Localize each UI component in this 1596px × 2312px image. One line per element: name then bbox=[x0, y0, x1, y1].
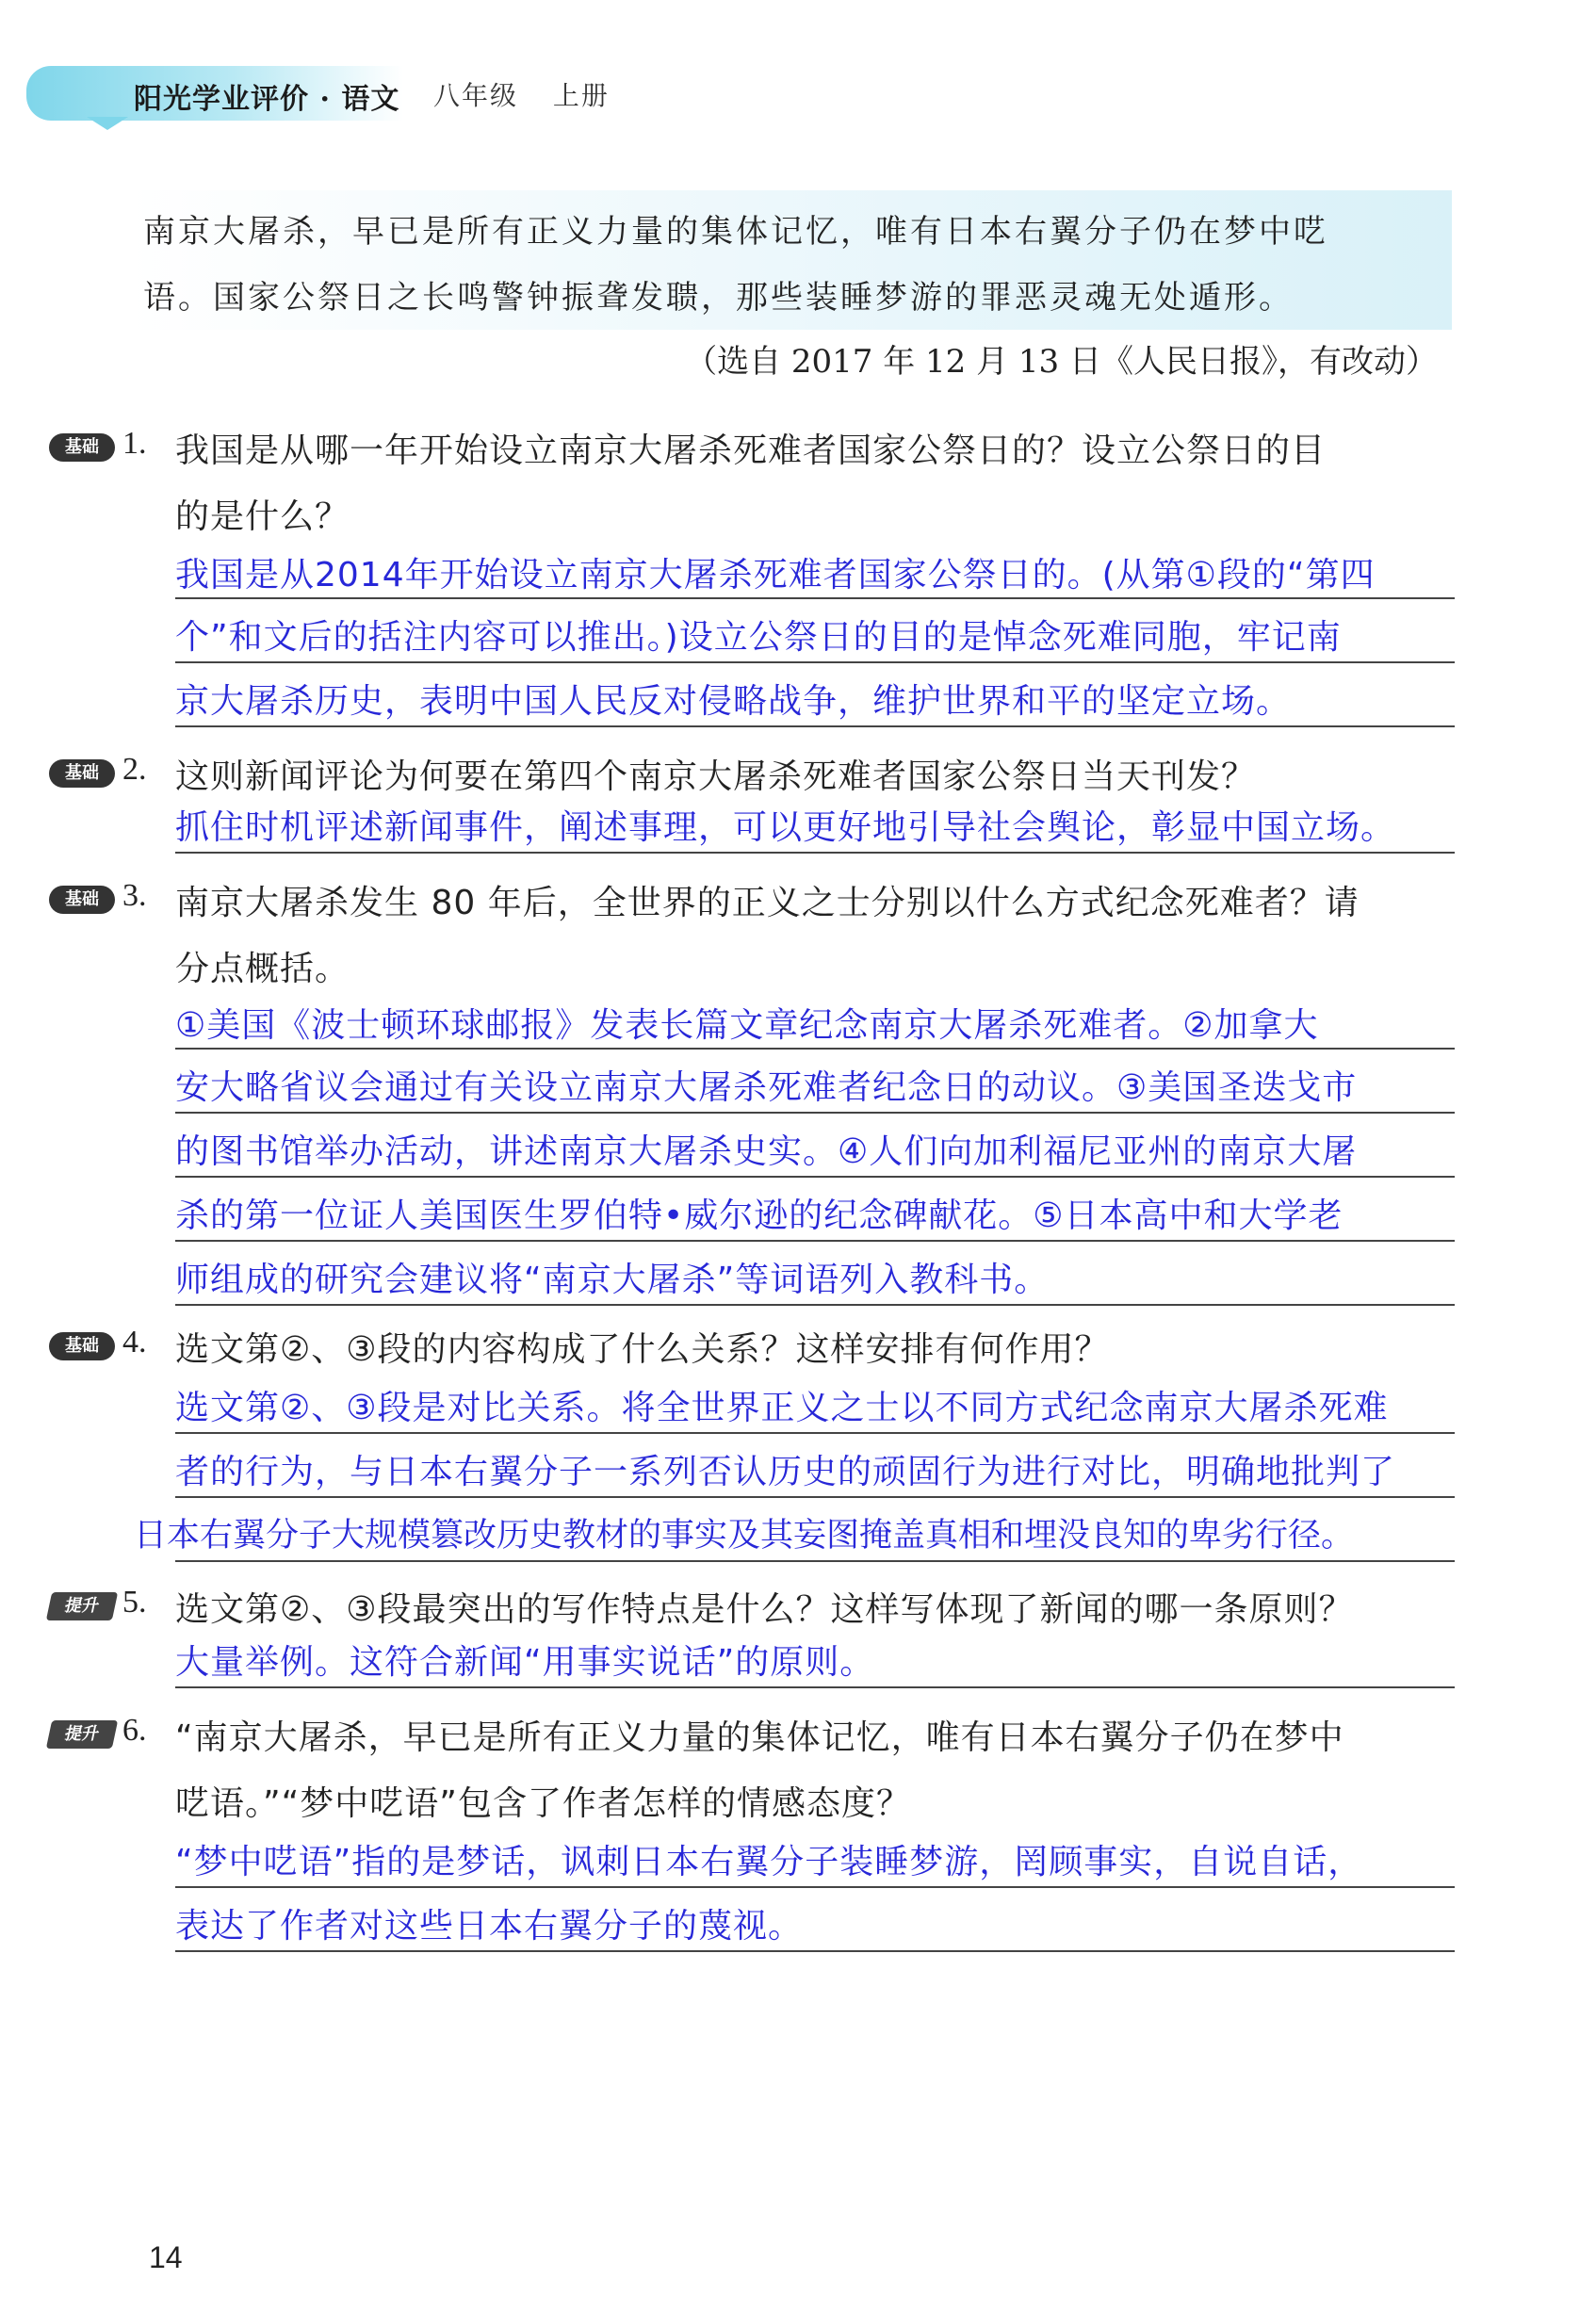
answer-rule bbox=[175, 1240, 1455, 1242]
volume-label: 上册 bbox=[552, 80, 610, 111]
header-subtitle bbox=[433, 75, 634, 113]
answer-line: 京大屠杀历史，表明中国人民反对侵略战争，维护世界和平的坚定立场。 bbox=[175, 682, 1292, 721]
level-badge-advanced: 提升 bbox=[46, 1592, 118, 1620]
answer-line: 安大略省议会通过有关设立南京大屠杀死难者纪念日的动议。③美国圣迭戈市 bbox=[175, 1068, 1358, 1107]
question-number: 3. bbox=[122, 878, 147, 913]
answer-rule bbox=[175, 1950, 1455, 1952]
level-badge-basic: 基础 bbox=[49, 759, 115, 788]
answer-line: 大量举例。这符合新闻“用事实说话”的原则。 bbox=[175, 1643, 875, 1682]
page-number: 14 bbox=[149, 2240, 183, 2274]
answer-line: 日本右翼分子大规模篡改历史教材的事实及其妄图掩盖真相和埋没良知的卑劣行径。 bbox=[134, 1517, 1355, 1555]
question-number: 4. bbox=[122, 1325, 147, 1360]
question-text: 这则新闻评论为何要在第四个南京大屠杀死难者国家公祭日当天刊发？ bbox=[175, 757, 1257, 796]
answer-rule bbox=[175, 1686, 1455, 1688]
answer-line: 我国是从2014年开始设立南京大屠杀死难者国家公祭日的。(从第①段的“第四 bbox=[175, 556, 1376, 594]
header-banner-tail bbox=[87, 117, 128, 130]
answer-rule bbox=[175, 1304, 1455, 1306]
question-text: “南京大屠杀，早已是所有正义力量的集体记忆，唯有日本右翼分子仍在梦中 bbox=[175, 1718, 1344, 1757]
answer-rule bbox=[175, 1886, 1455, 1888]
level-badge-basic: 基础 bbox=[49, 886, 115, 914]
answer-rule bbox=[175, 597, 1455, 599]
answer-rule bbox=[175, 1496, 1455, 1498]
answer-line: 表达了作者对这些日本右翼分子的蔑视。 bbox=[175, 1907, 804, 1946]
question-number: 6. bbox=[122, 1713, 147, 1748]
answer-line: 者的行为，与日本右翼分子一系列否认历史的顽固行为进行对比，明确地批判了 bbox=[175, 1453, 1396, 1491]
answer-rule bbox=[175, 661, 1455, 663]
answer-line: 抓住时机评述新闻事件，阐述事理，可以更好地引导社会舆论，彰显中国立场。 bbox=[175, 808, 1396, 847]
answer-line: 个”和文后的括注内容可以推出。)设立公祭日的目的是悼念死难同胞，牢记南 bbox=[175, 618, 1342, 657]
answer-rule bbox=[175, 1176, 1455, 1178]
question-text: 选文第②、③段最突出的写作特点是什么？这样写体现了新闻的哪一条原则？ bbox=[175, 1590, 1354, 1629]
question-number: 1. bbox=[122, 426, 147, 461]
answer-rule bbox=[175, 852, 1455, 854]
question-number: 2. bbox=[122, 752, 147, 787]
answer-rule bbox=[175, 725, 1455, 727]
excerpt-line: 语。国家公祭日之长鸣警钟振聋发聩，那些装睡梦游的罪恶灵魂无处遁形。 bbox=[143, 279, 1294, 317]
answer-line: “梦中呓语”指的是梦话，讽刺日本右翼分子装睡梦游，罔顾事实，自说自话， bbox=[175, 1843, 1363, 1881]
answer-line: 的图书馆举办活动，讲述南京大屠杀史实。④人们向加利福尼亚州的南京大屠 bbox=[175, 1132, 1358, 1171]
answer-rule bbox=[175, 1112, 1455, 1114]
question-number: 5. bbox=[122, 1585, 147, 1620]
grade-label: 八年级 bbox=[433, 80, 519, 111]
answer-line: 杀的第一位证人美国医生罗伯特•威尔逊的纪念碑献花。⑤日本高中和大学老 bbox=[175, 1197, 1344, 1235]
question-text: 我国是从哪一年开始设立南京大屠杀死难者国家公祭日的？设立公祭日的目 bbox=[175, 431, 1327, 470]
answer-line: 选文第②、③段是对比关系。将全世界正义之士以不同方式纪念南京大屠杀死难 bbox=[175, 1389, 1389, 1427]
level-badge-basic: 基础 bbox=[49, 433, 115, 462]
question-text: 南京大屠杀发生 80 年后，全世界的正义之士分别以什么方式纪念死难者？请 bbox=[175, 884, 1360, 922]
question-text: 的是什么？ bbox=[175, 497, 350, 536]
question-text: 呓语。”“梦中呓语”包含了作者怎样的情感态度？ bbox=[175, 1784, 911, 1823]
answer-line: 师组成的研究会建议将“南京大屠杀”等词语列入教科书。 bbox=[175, 1261, 1050, 1299]
level-badge-advanced: 提升 bbox=[46, 1720, 118, 1749]
answer-rule bbox=[175, 1048, 1455, 1050]
book-title: 阳光学业评价 · 语文 bbox=[134, 83, 400, 116]
excerpt-source: （选自 2017 年 12 月 13 日《人民日报》，有改动） bbox=[685, 343, 1438, 381]
question-text: 分点概括。 bbox=[175, 950, 350, 988]
answer-line: ①美国《波士顿环球邮报》发表长篇文章纪念南京大屠杀死难者。②加拿大 bbox=[175, 1006, 1319, 1045]
level-badge-basic: 基础 bbox=[49, 1332, 115, 1360]
answer-rule bbox=[175, 1432, 1455, 1434]
excerpt-line: 南京大屠杀，早已是所有正义力量的集体记忆，唯有日本右翼分子仍在梦中呓 bbox=[143, 213, 1328, 251]
answer-rule bbox=[175, 1560, 1455, 1562]
question-text: 选文第②、③段的内容构成了什么关系？这样安排有何作用？ bbox=[175, 1330, 1110, 1369]
